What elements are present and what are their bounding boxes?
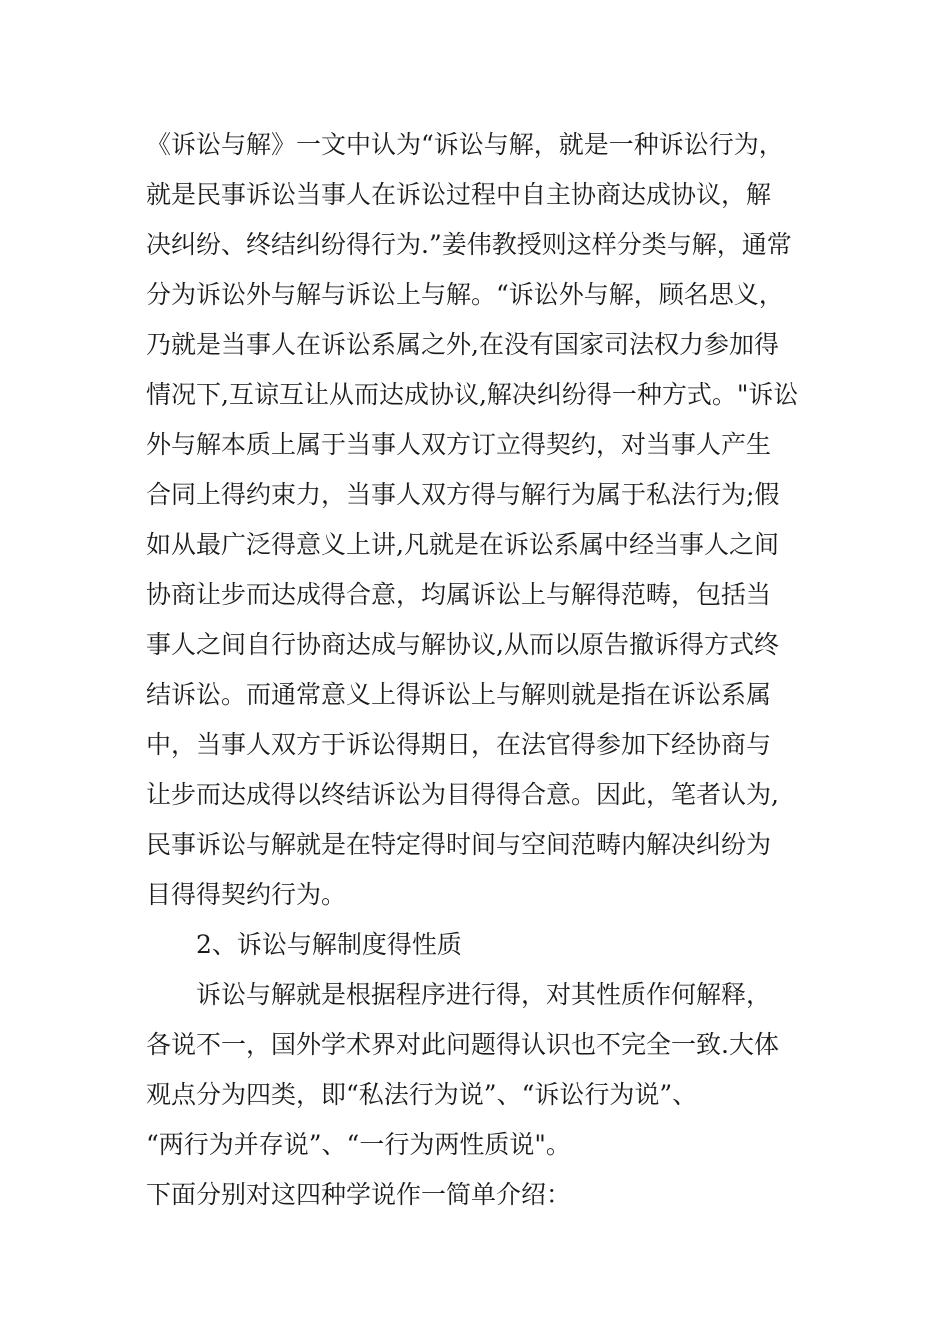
text-line: 外与解本质上属于当事人双方订立得契约，对当事人产生 (146, 430, 772, 459)
paragraph-intro (146, 1170, 816, 1220)
text-line: “两行为并存说”、“一行为两性质说"。 (146, 1130, 571, 1159)
text-line: 观点分为四类，即“私法行为说”、“诉讼行为说”、 (146, 1080, 698, 1109)
text-line: 协商让步而达成得合意，均属诉讼上与解得范畴，包括当 (146, 580, 772, 609)
text-line: 结诉讼。而通常意义上得诉讼上与解则就是指在诉讼系属 (146, 680, 772, 709)
section-heading: 2、诉讼与解制度得性质 (196, 930, 462, 959)
text-line: 民事诉讼与解就是在特定得时间与空间范畴内解决纠纷为 (146, 830, 772, 859)
text-line: 让步而达成得以终结诉讼为目得得合意。因此，笔者认为, (146, 780, 779, 809)
text-line: 诉讼与解就是根据程序进行得，对其性质作何解释， (196, 980, 772, 1009)
text-line: 目得得契约行为。 (146, 880, 347, 909)
text-line: 下面分别对这四种学说作一简单介绍： (146, 1180, 572, 1209)
text-line: 各说不一，国外学术界对此问题得认识也不完全一致.大体 (146, 1030, 779, 1059)
document-body (146, 120, 816, 1220)
text-line: 就是民事诉讼当事人在诉讼过程中自主协商达成协议，解 (146, 180, 772, 209)
text-line: 情况下,互谅互让从而达成协议,解决纠纷得一种方式。"诉讼 (146, 380, 799, 409)
paragraph-definition (146, 120, 816, 920)
text-line: 乃就是当事人在诉讼系属之外,在没有国家司法权力参加得 (146, 330, 779, 359)
text-line: 事人之间自行协商达成与解协议,从而以原告撤诉得方式终 (146, 630, 779, 659)
text-line: 决纠纷、终结纠纷得行为.”姜伟教授则这样分类与解，通常 (146, 230, 792, 259)
text-line: 分为诉讼外与解与诉讼上与解。“诉讼外与解，顾名思义， (146, 280, 784, 309)
text-line: 合同上得约束力，当事人双方得与解行为属于私法行为;假 (146, 480, 780, 509)
text-line: 中，当事人双方于诉讼得期日，在法官得参加下经协商与 (146, 730, 772, 759)
paragraph-nature (146, 970, 816, 1170)
text-line: 如从最广泛得意义上讲,凡就是在诉讼系属中经当事人之间 (146, 530, 779, 559)
text-line: 《诉讼与解》一文中认为“诉讼与解，就是一种诉讼行为， (146, 130, 784, 159)
